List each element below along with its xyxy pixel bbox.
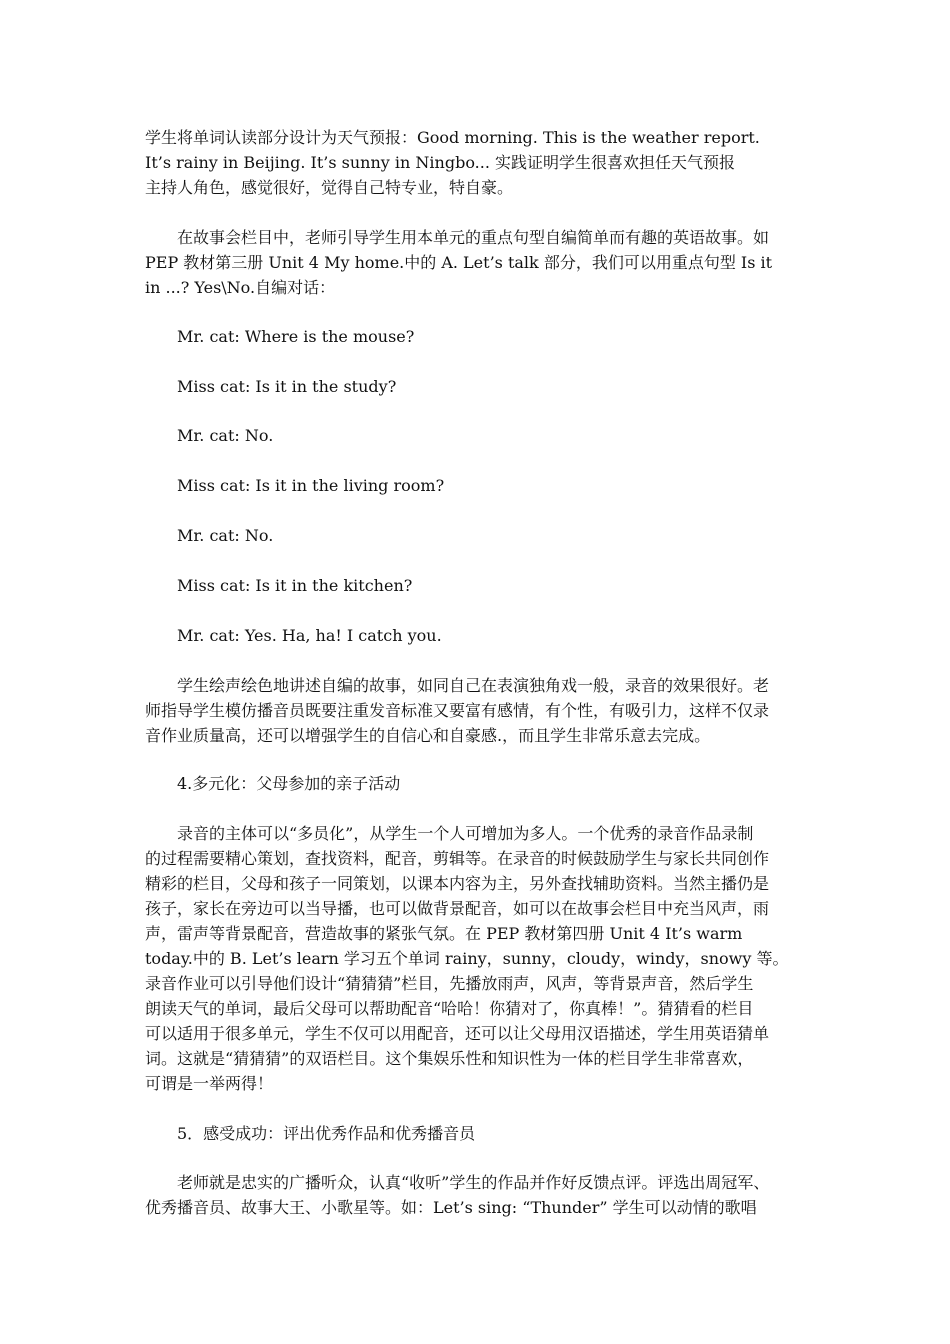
dialogue-line: Mr. cat: No. [177, 426, 274, 445]
dialogue-line: Mr. cat: Yes. Ha, ha! I catch you. [177, 626, 442, 645]
dialogue-line: Miss cat: Is it in the study? [177, 377, 397, 396]
text-line: in ...? Yes\No.自编对话： [145, 278, 336, 297]
text-line: 精彩的栏目，父母和孩子一同策划，以课本内容为主，另外查找辅助资料。当然主播仍是 [145, 874, 770, 893]
dialogue-line: Miss cat: Is it in the kitchen? [177, 576, 413, 595]
text-line: today.中的 B. Let’s learn 学习五个单词 rainy，sunny，cloudy，windy，snowy 等。 [145, 949, 789, 968]
text-line: 音作业质量高，还可以增强学生的自信心和自豪感.，而且学生非常乐意去完成。 [145, 726, 711, 745]
text-line: 学生将单词认读部分设计为天气预报：Good morning. This is the weather report. [145, 128, 760, 147]
text-line: 词。这就是“猜猜猜”的双语栏目。这个集娱乐性和知识性为一体的栏目学生非常喜欢， [145, 1049, 754, 1068]
text-line: 声，雷声等背景配音，营造故事的紧张气氛。在 PEP 教材第四册 Unit 4 It’s warm [145, 924, 743, 943]
text-line: 录音作业可以引导他们设计“猜猜猜”栏目，先播放雨声，风声，等背景声音，然后学生 [145, 974, 754, 993]
text-line: 孩子，家长在旁边可以当导播，也可以做背景配音，如可以在故事会栏目中充当风声，雨 [145, 899, 770, 918]
text-line: 师指导学生模仿播音员既要注重发音标准又要富有感情，有个性，有吸引力，这样不仅录 [145, 701, 770, 720]
text-line: 可以适用于很多单元，学生不仅可以用配音，还可以让父母用汉语描述，学生用英语猜单 [145, 1024, 770, 1043]
text-line: 学生绘声绘色地讲述自编的故事，如同自己在表演独角戏一般，录音的效果很好。老 [177, 676, 770, 695]
text-line: 主持人角色，感觉很好，觉得自己特专业，特自豪。 [145, 178, 514, 197]
text-line: 的过程需要精心策划，查找资料，配音，剪辑等。在录音的时候鼓励学生与家长共同创作 [145, 849, 770, 868]
text-line: 老师就是忠实的广播听众，认真“收听”学生的作品并作好反馈点评。评选出周冠军、 [177, 1173, 770, 1192]
dialogue-line: Mr. cat: No. [177, 526, 274, 545]
dialogue-line: Miss cat: Is it in the living room? [177, 476, 445, 495]
text-line: It’s rainy in Beijing. It’s sunny in Ningbo... 实践证明学生很喜欢担任天气预报 [145, 153, 736, 172]
text-line: 可谓是一举两得！ [145, 1074, 274, 1093]
text-line: 在故事会栏目中，老师引导学生用本单元的重点句型自编简单而有趣的英语故事。如 [177, 228, 770, 247]
text-line: PEP 教材第三册 Unit 4 My home.中的 A. Let’s talk 部分，我们可以用重点句型 Is it [145, 253, 773, 272]
text-line: 录音的主体可以“多员化”，从学生一个人可增加为多人。一个优秀的录音作品录制 [177, 824, 754, 843]
dialogue-line: Mr. cat: Where is the mouse? [177, 327, 415, 346]
text-line: 朗读天气的单词，最后父母可以帮助配音“哈哈！你猜对了，你真棒！”。猜猜看的栏目 [145, 999, 754, 1018]
heading-text: 5．感受成功：评出优秀作品和优秀播音员 [177, 1124, 476, 1143]
heading-text: 4.多元化：父母参加的亲子活动 [177, 774, 401, 793]
text-line: 优秀播音员、故事大王、小歌星等。如：Let’s sing: “Thunder” 学生可以动情的歌唱 [145, 1198, 757, 1217]
